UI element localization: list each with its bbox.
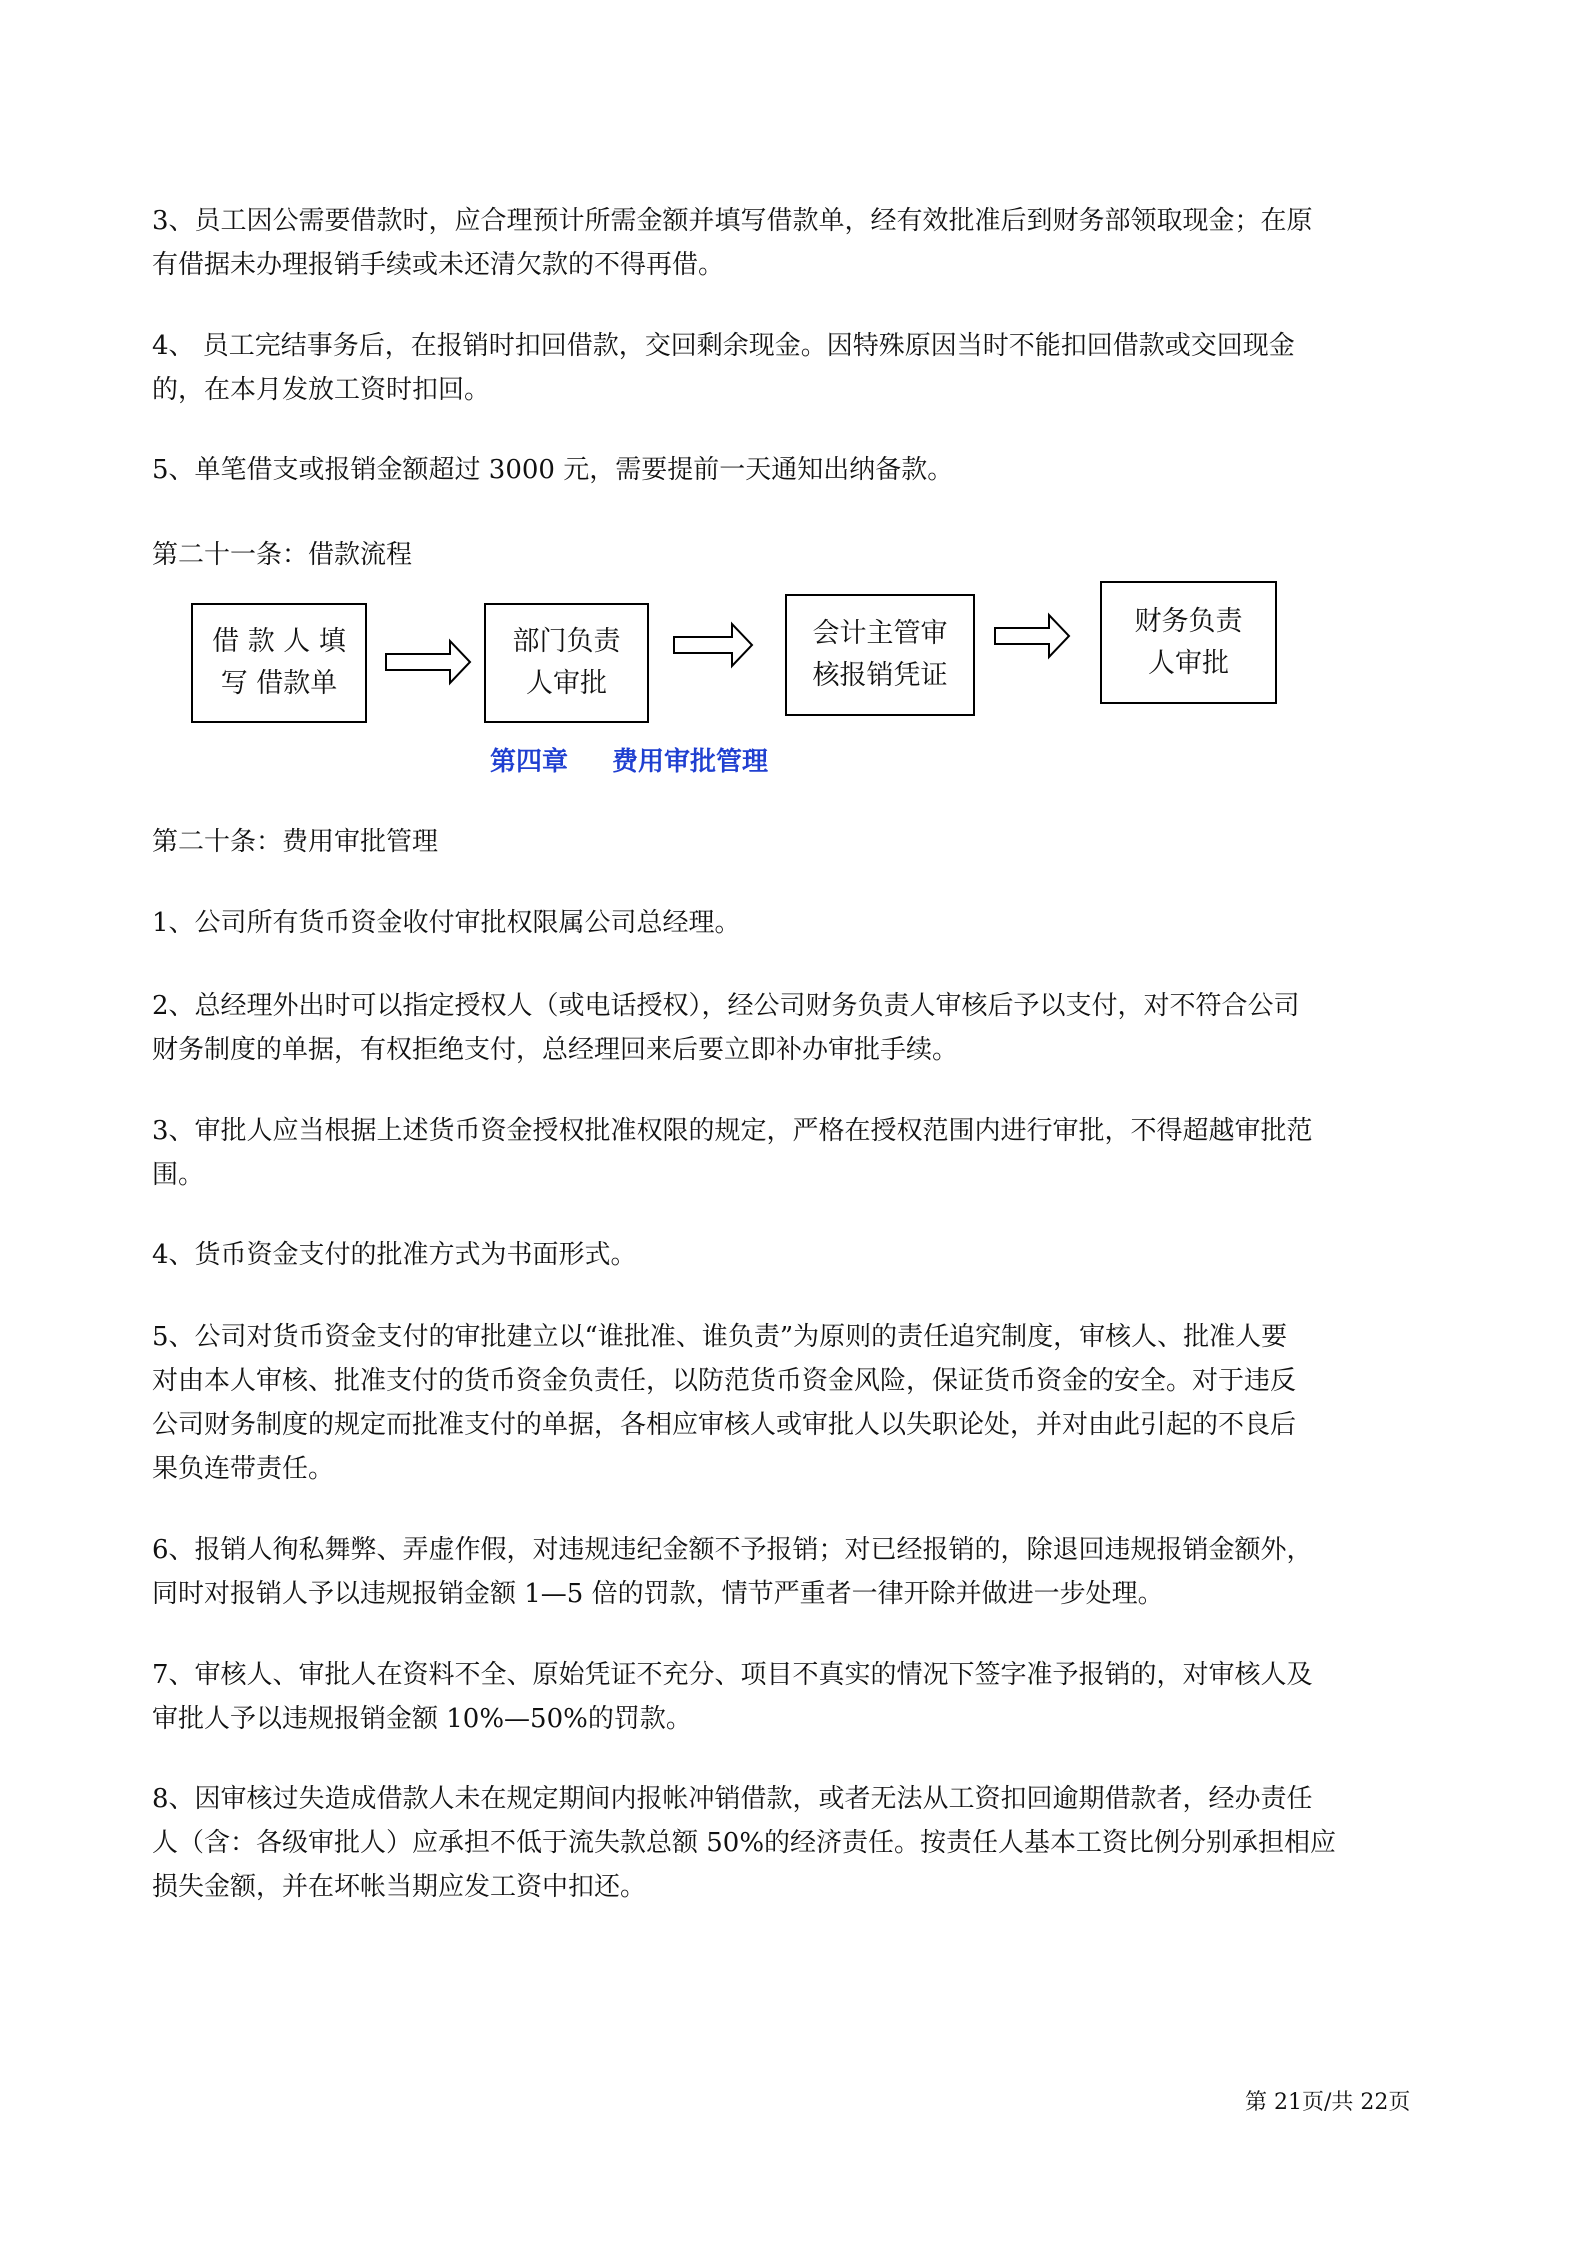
- paragraph-b8: [152, 1777, 1422, 1909]
- flow-box-line: 写 借款单: [220, 668, 338, 699]
- flow-box-borrower-fill-form: [191, 603, 367, 723]
- right-arrow-icon: [384, 637, 474, 687]
- paragraph-line: 7、审核人、审批人在资料不全、原始凭证不充分、项目不真实的情况下签字准予报销的，对审核人及: [152, 1660, 1313, 1690]
- paragraph-line: 财务制度的单据，有权拒绝支付，总经理回来后要立即补办审批手续。: [152, 1035, 959, 1065]
- paragraph-4: [152, 324, 1422, 412]
- paragraph-b6: [152, 1528, 1422, 1616]
- flow-box-line: 借 款 人 填: [212, 626, 346, 657]
- paragraph-b1: [152, 901, 1422, 945]
- paragraph-line: 果负连带责任。: [152, 1454, 335, 1484]
- paragraph-b5: [152, 1315, 1422, 1491]
- paragraph-line: 4、货币资金支付的批准方式为书面形式。: [152, 1240, 637, 1270]
- flow-box-line: 核报销凭证: [812, 660, 948, 691]
- paragraph-line: 人（含：各级审批人）应承担不低于流失款总额 50%的经济责任。按责任人基本工资比例分别承担相应: [152, 1828, 1337, 1858]
- flow-box-line: 财务负责: [1134, 605, 1243, 637]
- paragraph-b7: [152, 1653, 1422, 1741]
- chapter-heading: [490, 742, 768, 782]
- paragraph-b4: [152, 1233, 1422, 1277]
- paragraph-line: 审批人予以违规报销金额 10%—50%的罚款。: [152, 1704, 692, 1734]
- paragraph-line: 3、审批人应当根据上述货币资金授权批准权限的规定，严格在授权范围内进行审批，不得超越审批范: [152, 1116, 1313, 1146]
- paragraph-5: [152, 448, 1422, 492]
- flow-box-finance-approval: [1100, 581, 1277, 704]
- article-title: 第二十条：费用审批管理: [152, 827, 439, 857]
- paragraph-line: 3、员工因公需要借款时，应合理预计所需金额并填写借款单，经有效批准后到财务部领取现金；在原: [152, 206, 1313, 236]
- paragraph-line: 1、公司所有货币资金收付审批权限属公司总经理。: [152, 908, 741, 938]
- flow-box-line: 会计主管审: [812, 618, 948, 649]
- page-number: 第 21页/共 22页: [1245, 2090, 1411, 2115]
- paragraph-line: 损失金额，并在坏帐当期应发工资中扣还。: [152, 1872, 647, 1902]
- flow-section-title: 第二十一条：借款流程: [152, 540, 413, 570]
- paragraph-line: 的，在本月发放工资时扣回。: [152, 375, 491, 405]
- flow-box-department-approval: [484, 603, 649, 723]
- paragraph-line: 同时对报销人予以违规报销金额 1—5 倍的罚款，情节严重者一律开除并做进一步处理。: [152, 1579, 1164, 1609]
- paragraph-line: 8、因审核过失造成借款人未在规定期间内报帐冲销借款，或者无法从工资扣回逾期借款者，经办责任: [152, 1784, 1313, 1814]
- paragraph-line: 公司财务制度的规定而批准支付的单据，各相应审核人或审批人以失职论处，并对由此引起的不良后: [152, 1410, 1297, 1440]
- chapter-number: 第四章: [490, 747, 569, 777]
- paragraph-3: [152, 199, 1422, 287]
- paragraph-line: 4、 员工完结事务后，在报销时扣回借款，交回剩余现金。因特殊原因当时不能扣回借款或交回现金: [152, 331, 1295, 361]
- paragraph-line: 5、单笔借支或报销金额超过 3000 元，需要提前一天通知出纳备款。: [152, 455, 954, 485]
- paragraph-line: 有借据未办理报销手续或未还清欠款的不得再借。: [152, 250, 725, 280]
- paragraph-line: 5、公司对货币资金支付的审批建立以“谁批准、谁负责”为原则的责任追究制度，审核人、批准人要: [152, 1322, 1288, 1352]
- paragraph-b3: [152, 1109, 1422, 1197]
- paragraph-line: 围。: [152, 1160, 205, 1190]
- flow-box-line: 人审批: [526, 668, 607, 699]
- right-arrow-icon: [993, 611, 1073, 661]
- paragraph-line: 6、报销人徇私舞弊、弄虚作假，对违规违纪金额不予报销；对已经报销的，除退回违规报销金额外，: [152, 1535, 1313, 1565]
- paragraph-b2: [152, 984, 1422, 1072]
- flow-box-line: 部门负责: [512, 626, 621, 657]
- paragraph-line: 对由本人审核、批准支付的货币资金负责任，以防范货币资金风险，保证货币资金的安全。对于违反: [152, 1366, 1297, 1396]
- flow-box-line: 人审批: [1148, 647, 1229, 679]
- paragraph-line: 2、总经理外出时可以指定授权人（或电话授权），经公司财务负责人审核后予以支付，对不符合公司: [152, 991, 1300, 1021]
- chapter-title: 费用审批管理: [612, 747, 769, 777]
- flow-box-accounting-review: [785, 594, 975, 716]
- right-arrow-icon: [672, 620, 756, 670]
